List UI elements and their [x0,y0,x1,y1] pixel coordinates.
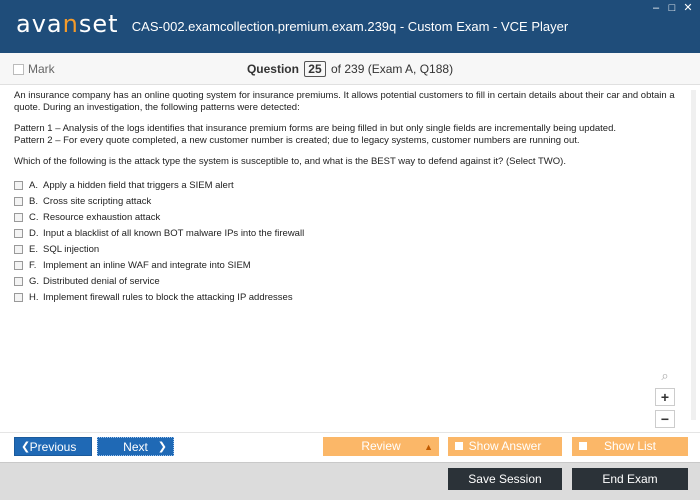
pattern-2: Pattern 2 – For every quote completed, a new customer number is created; due to legacy systems, customer numbers are running out. [14,134,580,146]
end-exam-button[interactable]: End Exam [572,468,688,490]
question-total: of 239 (Exam A, Q188) [331,62,454,76]
option-a[interactable]: A. Apply a hidden field that triggers a SIEM alert [14,178,684,194]
option-checkbox[interactable] [14,213,23,222]
option-f[interactable]: F. Implement an inline WAF and integrate into SIEM [14,258,684,274]
previous-button[interactable]: ❮ Previous [14,437,92,456]
answer-options [14,178,684,306]
question-label: Question [246,62,299,76]
maximize-icon[interactable]: □ [668,2,676,14]
window-controls [650,2,694,14]
minimize-icon[interactable]: – [652,2,660,14]
option-d[interactable]: D. Input a blacklist of all known BOT malware IPs into the firewall [14,226,684,242]
show-answer-button[interactable]: Show Answer [448,437,562,456]
show-answer-checkbox[interactable] [455,442,463,450]
option-b[interactable]: B. Cross site scripting attack [14,194,684,210]
option-checkbox[interactable] [14,293,23,302]
zoom-controls [655,368,675,428]
magnifier-icon: ⌕ [661,368,669,383]
question-prompt: Which of the following is the attack type the system is susceptible to, and what is the BEST way to defend against it? (Select TWO). [14,156,566,167]
chevron-right-icon: ❯ [157,441,167,453]
window-title: CAS-002.examcollection.premium.exam.239q - Custom Exam - VCE Player [131,19,569,34]
option-c[interactable]: C. Resource exhaustion attack [14,210,684,226]
question-content [14,90,684,306]
option-checkbox[interactable] [14,181,23,190]
zoom-in-button[interactable]: + [655,388,675,406]
chevron-left-icon: ❮ [21,441,31,453]
save-session-button[interactable]: Save Session [448,468,562,490]
review-button[interactable]: Review ▲ [323,437,439,456]
title-bar [0,0,700,53]
next-button[interactable]: Next ❯ [97,437,174,456]
question-info [0,61,700,77]
question-number-input[interactable]: 25 [304,61,325,77]
option-checkbox[interactable] [14,245,23,254]
triangle-up-icon: ▲ [424,442,433,452]
question-header [0,53,700,85]
show-list-button[interactable]: Show List [572,437,688,456]
option-g[interactable]: G. Distributed denial of service [14,274,684,290]
option-checkbox[interactable] [14,261,23,270]
option-checkbox[interactable] [14,197,23,206]
question-patterns [14,123,684,146]
option-checkbox[interactable] [14,229,23,238]
option-e[interactable]: E. SQL injection [14,242,684,258]
option-h[interactable]: H. Implement firewall rules to block the attacking IP addresses [14,290,684,306]
scrollbar-thumb[interactable] [691,90,696,420]
option-checkbox[interactable] [14,277,23,286]
avanset-logo: avanset [16,10,119,38]
scrollbar[interactable] [688,90,696,420]
question-paragraph: An insurance company has an online quoting system for insurance premiums. It allows potential customers to fill in certain details about their car and obtain a quote. During an investigation, the following patterns were detected: [14,90,675,113]
show-list-checkbox[interactable] [579,442,587,450]
zoom-out-button[interactable]: − [655,410,675,428]
pattern-1: Pattern 1 – Analysis of the logs identifies that insurance premium forms are being filled in but only single fields are incrementally being updated. [14,123,617,134]
close-icon[interactable]: ✕ [683,2,693,14]
mark-label: Mark [28,62,55,76]
